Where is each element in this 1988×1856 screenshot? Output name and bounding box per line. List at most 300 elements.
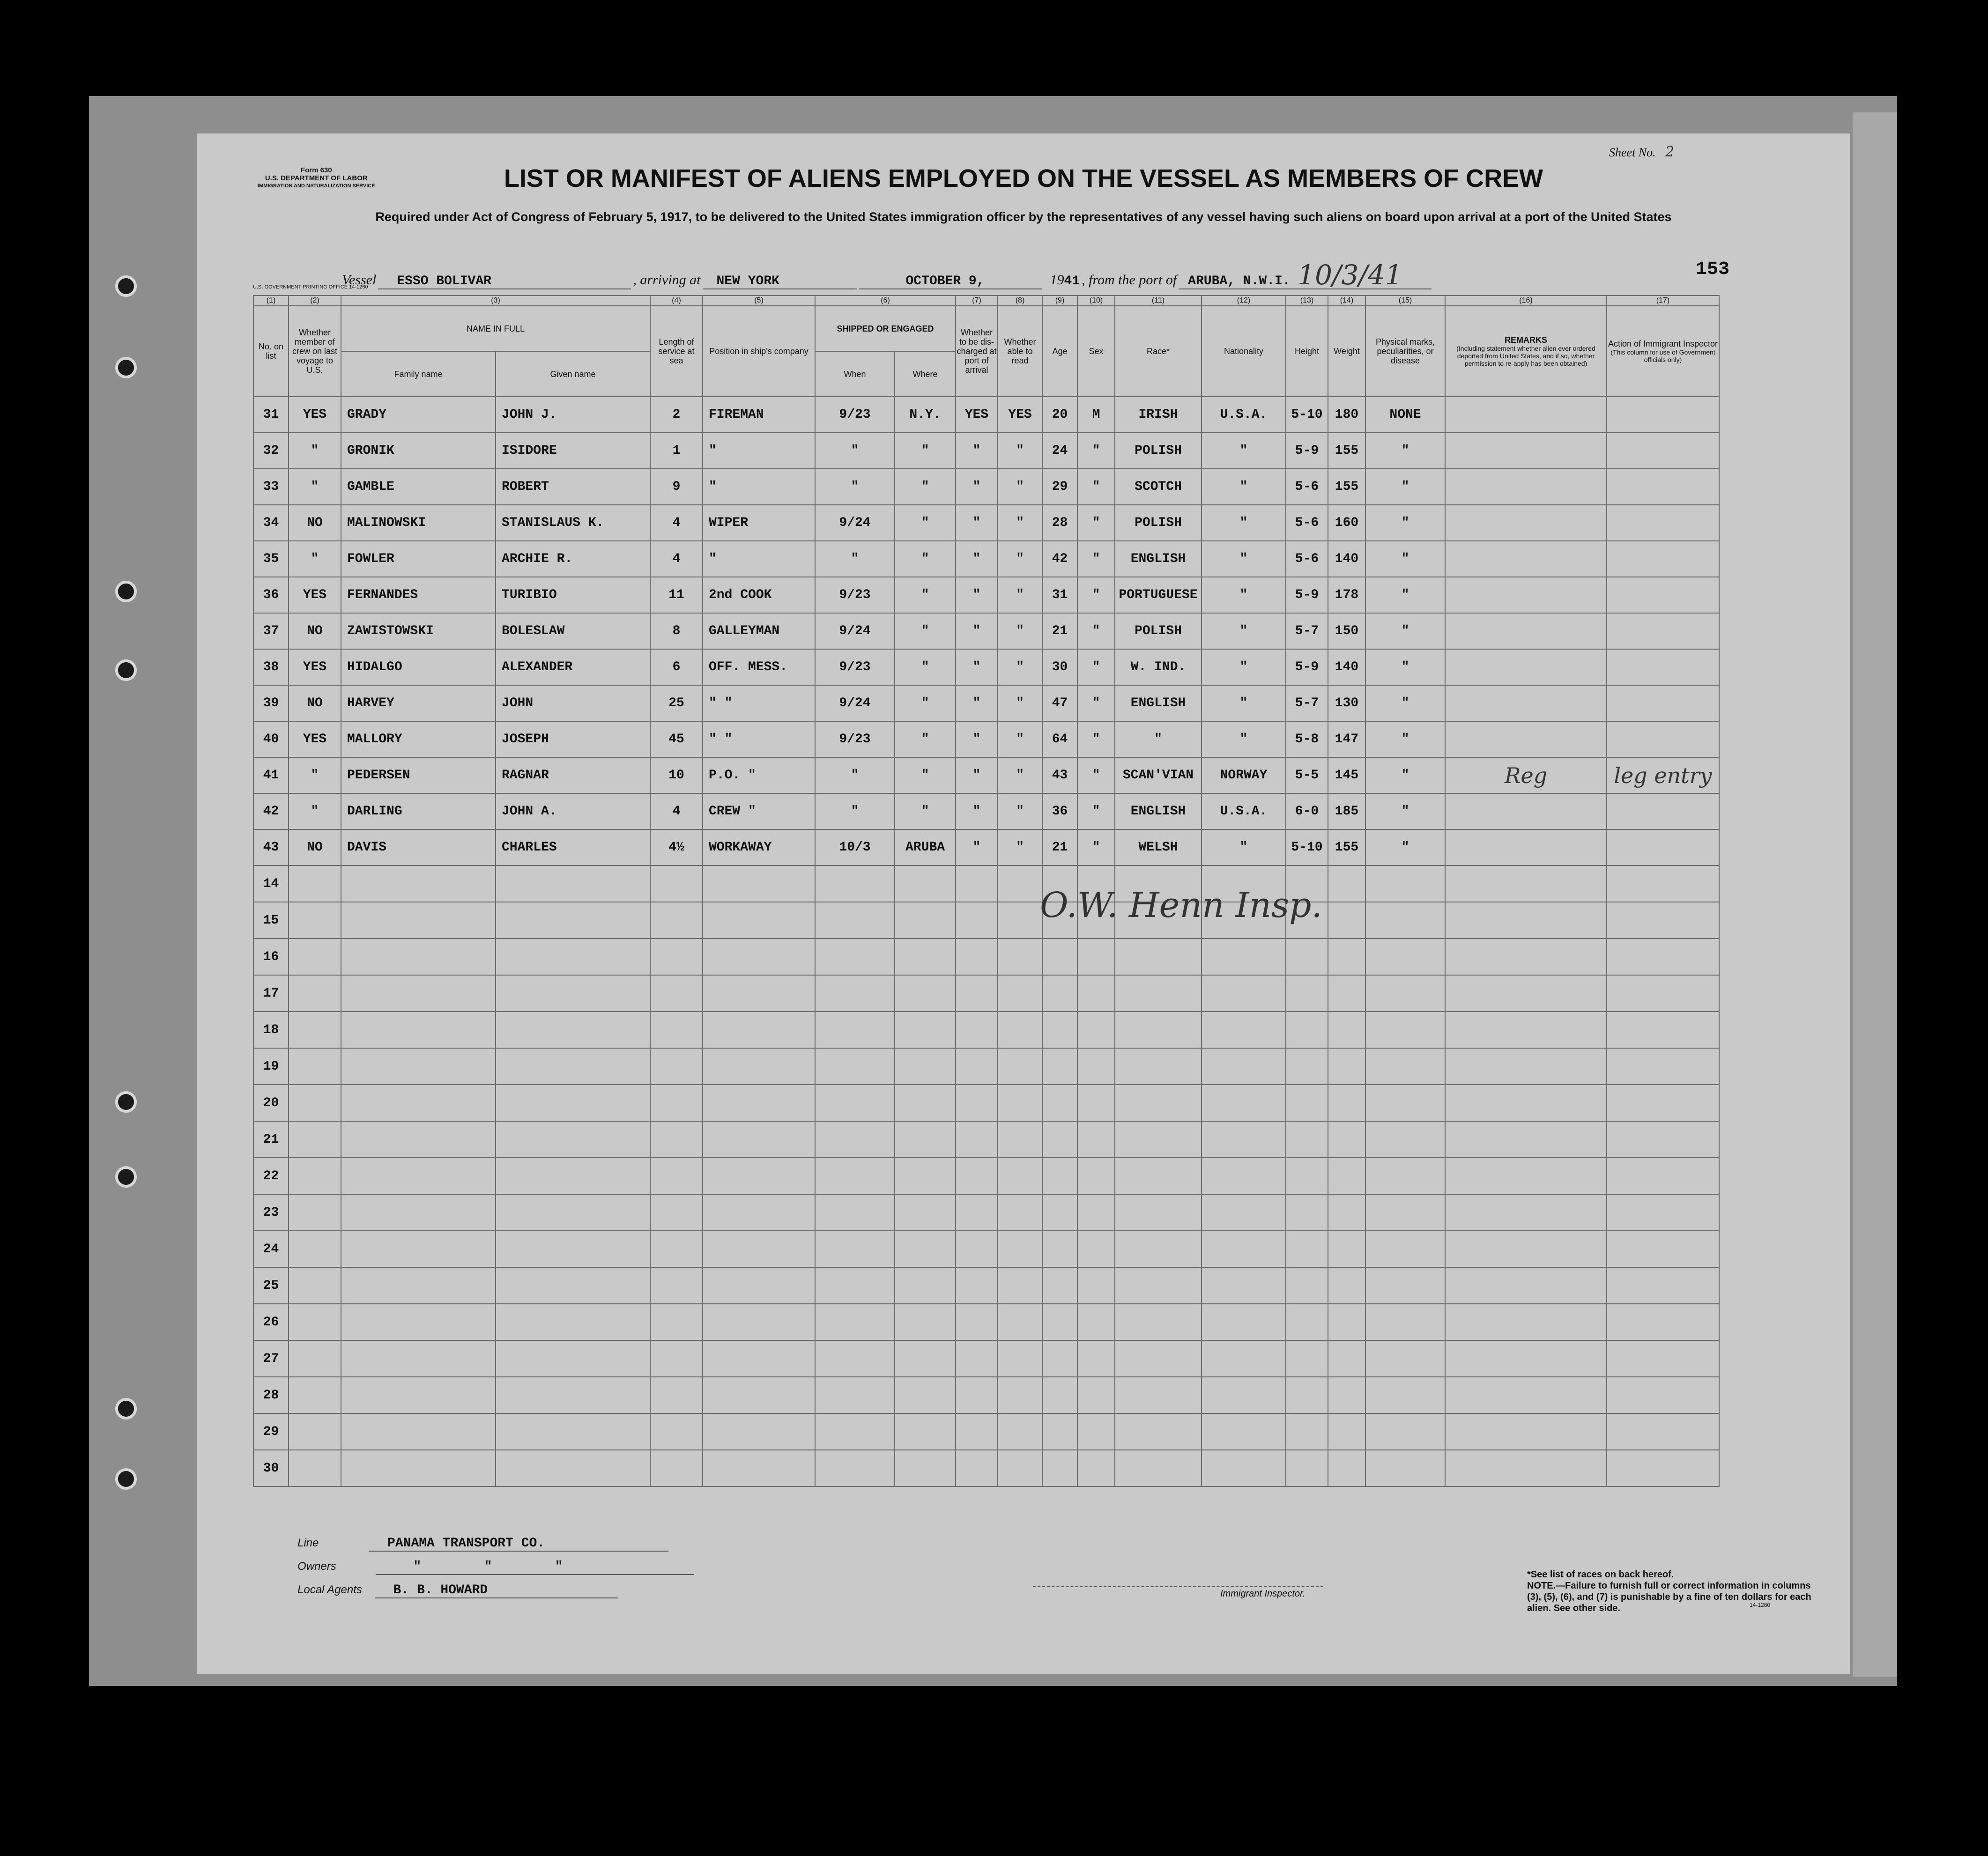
blank-row (253, 1085, 1719, 1121)
blank-cell (1445, 1340, 1607, 1377)
blank-cell (1042, 939, 1077, 975)
blank-cell (1115, 1413, 1202, 1450)
blank-cell (895, 1377, 956, 1413)
cell-marks: " (1365, 541, 1445, 577)
blank-cell (815, 1377, 895, 1413)
blank-cell (341, 1048, 496, 1085)
table-row (253, 397, 1719, 433)
blank-cell (815, 1085, 895, 1121)
blank-cell (496, 1304, 650, 1340)
blank-cell (815, 1158, 895, 1194)
cell-crew: YES (289, 397, 341, 433)
cell-nationality: " (1202, 577, 1286, 613)
blank-cell (895, 975, 956, 1012)
blank-row-number: 30 (253, 1450, 289, 1486)
blank-cell (341, 865, 496, 902)
cell-position: " (703, 541, 815, 577)
cell-where: ARUBA (895, 829, 956, 865)
cell-crew: NO (289, 685, 341, 721)
blank-cell (703, 1304, 815, 1340)
blank-cell (998, 1194, 1042, 1231)
cell-read: " (998, 577, 1042, 613)
cell-sex: " (1077, 829, 1115, 865)
blank-cell (1115, 1048, 1202, 1085)
blank-cell (1328, 1340, 1365, 1377)
agents-label: Local Agents (297, 1583, 362, 1596)
blank-cell (1365, 1267, 1445, 1304)
cell-action (1607, 829, 1719, 865)
blank-cell (1607, 1158, 1719, 1194)
cell-race: WELSH (1115, 829, 1202, 865)
blank-cell (956, 1121, 998, 1158)
cell-crew: NO (289, 613, 341, 649)
blank-cell (1607, 1048, 1719, 1085)
cell-weight: 180 (1328, 397, 1365, 433)
blank-cell (815, 1231, 895, 1267)
blank-cell (1328, 1012, 1365, 1048)
blank-cell (1445, 1231, 1607, 1267)
col-num: (17) (1607, 296, 1719, 306)
blank-row-number: 25 (253, 1267, 289, 1304)
cell-given: ISIDORE (496, 433, 650, 469)
blank-cell (956, 1450, 998, 1486)
cell-sex: " (1077, 649, 1115, 685)
cell-race: PORTUGUESE (1115, 577, 1202, 613)
blank-cell (1077, 1012, 1115, 1048)
col-num: (7) (956, 296, 998, 306)
blank-cell (1202, 1340, 1286, 1377)
cell-sex: " (1077, 433, 1115, 469)
cell-discharged: " (956, 541, 998, 577)
blank-cell (289, 1231, 341, 1267)
cell-discharged: " (956, 793, 998, 829)
blank-cell (815, 865, 895, 902)
binder-hole (115, 357, 137, 378)
blank-row (253, 1450, 1719, 1486)
blank-cell (1328, 1450, 1365, 1486)
cell-when: " (815, 541, 895, 577)
header-marks: Physical marks, peculiarities, or disease (1365, 306, 1445, 397)
cell-no: 40 (253, 721, 289, 757)
blank-cell (650, 865, 703, 902)
blank-row-number: 29 (253, 1413, 289, 1450)
cell-given: CHARLES (496, 829, 650, 865)
blank-cell (956, 975, 998, 1012)
cell-remarks (1445, 577, 1607, 613)
blank-cell (496, 1450, 650, 1486)
binder-hole (115, 275, 137, 297)
cell-remarks (1445, 397, 1607, 433)
blank-cell (998, 902, 1042, 939)
cell-read: " (998, 649, 1042, 685)
blank-cell (650, 1377, 703, 1413)
blank-cell (289, 1377, 341, 1413)
blank-row (253, 865, 1719, 902)
cell-remarks (1445, 469, 1607, 505)
cell-no: 38 (253, 649, 289, 685)
table-row (253, 577, 1719, 613)
blank-cell (703, 902, 815, 939)
blank-cell (1365, 1231, 1445, 1267)
blank-row (253, 902, 1719, 939)
cell-family: GAMBLE (341, 469, 496, 505)
blank-cell (956, 1413, 998, 1450)
cell-no: 35 (253, 541, 289, 577)
blank-row-number: 22 (253, 1158, 289, 1194)
blank-cell (895, 1231, 956, 1267)
cell-given: ARCHIE R. (496, 541, 650, 577)
blank-row-number: 21 (253, 1121, 289, 1158)
blank-cell (1607, 902, 1719, 939)
inspector-signature-line (1033, 1581, 1323, 1587)
owners-value: " " " (376, 1560, 694, 1575)
cell-no: 43 (253, 829, 289, 865)
blank-cell (341, 1012, 496, 1048)
blank-cell (815, 1194, 895, 1231)
cell-position: " " (703, 685, 815, 721)
cell-service: 25 (650, 685, 703, 721)
cell-where: " (895, 649, 956, 685)
cell-when: 9/24 (815, 685, 895, 721)
cell-sex: " (1077, 793, 1115, 829)
cell-read: " (998, 433, 1042, 469)
header-action (1607, 306, 1719, 397)
cell-action (1607, 469, 1719, 505)
blank-cell (1202, 1158, 1286, 1194)
binder-hole (115, 1468, 137, 1490)
cell-remarks (1445, 829, 1607, 865)
blank-cell (1365, 1304, 1445, 1340)
blank-cell (1607, 1340, 1719, 1377)
blank-cell (895, 1340, 956, 1377)
cell-crew: YES (289, 577, 341, 613)
cell-race: IRISH (1115, 397, 1202, 433)
cell-nationality: " (1202, 505, 1286, 541)
blank-row (253, 1231, 1719, 1267)
cell-sex: " (1077, 757, 1115, 793)
cell-read: " (998, 793, 1042, 829)
blank-cell (650, 1231, 703, 1267)
sheet-value: 2 (1665, 144, 1675, 160)
blank-cell (1365, 865, 1445, 902)
cell-discharged: " (956, 433, 998, 469)
blank-cell (998, 1413, 1042, 1450)
cell-action (1607, 505, 1719, 541)
owners-label: Owners (297, 1560, 336, 1573)
blank-cell (289, 1267, 341, 1304)
header-sex: Sex (1077, 306, 1115, 397)
blank-cell (998, 1340, 1042, 1377)
blank-cell (895, 1048, 956, 1085)
cell-discharged: YES (956, 397, 998, 433)
cell-weight: 147 (1328, 721, 1365, 757)
blank-cell (1328, 1377, 1365, 1413)
blank-cell (1115, 1450, 1202, 1486)
cell-nationality: " (1202, 721, 1286, 757)
cell-when: " (815, 793, 895, 829)
col-num: (11) (1115, 296, 1202, 306)
blank-cell (1445, 939, 1607, 975)
cell-read: " (998, 829, 1042, 865)
cell-age: 21 (1042, 613, 1077, 649)
blank-cell (1286, 1413, 1328, 1450)
blank-cell (895, 939, 956, 975)
cell-crew: " (289, 433, 341, 469)
cell-read: YES (998, 397, 1042, 433)
cell-nationality: U.S.A. (1202, 793, 1286, 829)
header-when: When (815, 351, 895, 397)
cell-where: " (895, 469, 956, 505)
table-row (253, 721, 1719, 757)
cell-discharged: " (956, 829, 998, 865)
blank-cell (703, 939, 815, 975)
blank-cell (1286, 1340, 1328, 1377)
blank-cell (1042, 1231, 1077, 1267)
cell-where: " (895, 793, 956, 829)
blank-cell (703, 1012, 815, 1048)
cell-family: DAVIS (341, 829, 496, 865)
blank-cell (703, 1450, 815, 1486)
cell-family: MALINOWSKI (341, 505, 496, 541)
blank-cell (1445, 1450, 1607, 1486)
cell-when: 9/23 (815, 577, 895, 613)
blank-cell (289, 1121, 341, 1158)
header-position: Position in ship's company (703, 306, 815, 397)
cell-action (1607, 577, 1719, 613)
blank-cell (1042, 1194, 1077, 1231)
cell-marks: " (1365, 433, 1445, 469)
blank-cell (1042, 1304, 1077, 1340)
header-given: Given name (496, 351, 650, 397)
cell-read: " (998, 757, 1042, 793)
action-subtitle: (This column for use of Government officials only) (1610, 348, 1715, 363)
blank-cell (1328, 1048, 1365, 1085)
blank-cell (650, 902, 703, 939)
cell-sex: " (1077, 505, 1115, 541)
cell-age: 36 (1042, 793, 1077, 829)
blank-cell (1445, 975, 1607, 1012)
cell-family: GRONIK (341, 433, 496, 469)
blank-cell (703, 1194, 815, 1231)
inspector-label: Immigrant Inspector. (1220, 1589, 1306, 1599)
cell-sex: " (1077, 721, 1115, 757)
cell-height: 5-6 (1286, 505, 1328, 541)
blank-cell (496, 1231, 650, 1267)
cell-remarks (1445, 541, 1607, 577)
blank-cell (289, 939, 341, 975)
blank-cell (341, 1450, 496, 1486)
cell-when: 9/24 (815, 505, 895, 541)
cell-weight: 178 (1328, 577, 1365, 613)
blank-cell (341, 902, 496, 939)
blank-cell (1365, 1048, 1445, 1085)
blank-cell (1202, 1413, 1286, 1450)
service: IMMIGRATION AND NATURALIZATION SERVICE (258, 183, 375, 189)
cell-marks: " (1365, 685, 1445, 721)
cell-family: DARLING (341, 793, 496, 829)
agents-row (297, 1583, 618, 1598)
table-row (253, 829, 1719, 865)
blank-cell (1286, 975, 1328, 1012)
cell-action: leg entry (1607, 757, 1719, 793)
blank-cell (815, 1304, 895, 1340)
blank-cell (341, 1085, 496, 1121)
cell-when: 9/24 (815, 613, 895, 649)
blank-cell (956, 1267, 998, 1304)
blank-cell (1328, 1413, 1365, 1450)
blank-cell (1077, 1377, 1115, 1413)
cell-marks: " (1365, 721, 1445, 757)
blank-cell (650, 1121, 703, 1158)
blank-cell (1202, 1231, 1286, 1267)
cell-when: 9/23 (815, 721, 895, 757)
blank-row-number: 17 (253, 975, 289, 1012)
blank-cell (1445, 902, 1607, 939)
blank-cell (815, 1413, 895, 1450)
cell-when: 10/3 (815, 829, 895, 865)
table-row (253, 433, 1719, 469)
header-name: NAME IN FULL (341, 306, 650, 351)
blank-cell (1328, 1267, 1365, 1304)
blank-cell (1286, 1377, 1328, 1413)
cell-position: WORKAWAY (703, 829, 815, 865)
blank-cell (289, 1085, 341, 1121)
blank-cell (1042, 1267, 1077, 1304)
blank-cell (1365, 1012, 1445, 1048)
blank-cell (895, 1158, 956, 1194)
col-num: (15) (1365, 296, 1445, 306)
fine-note (1527, 1580, 1813, 1614)
header-where: Where (895, 351, 956, 397)
col-num: (12) (1202, 296, 1286, 306)
cell-race: ENGLISH (1115, 793, 1202, 829)
header-height: Height (1286, 306, 1328, 397)
blank-cell (1042, 1012, 1077, 1048)
blank-cell (496, 1012, 650, 1048)
blank-cell (956, 1085, 998, 1121)
blank-row (253, 1121, 1719, 1158)
blank-row (253, 939, 1719, 975)
blank-row (253, 1340, 1719, 1377)
owners-row (297, 1560, 694, 1575)
blank-cell (998, 1085, 1042, 1121)
cell-marks: " (1365, 613, 1445, 649)
blank-cell (496, 939, 650, 975)
cell-height: 5-9 (1286, 433, 1328, 469)
cell-marks: " (1365, 829, 1445, 865)
blank-cell (1445, 865, 1607, 902)
blank-cell (1115, 1194, 1202, 1231)
blank-cell (1202, 1450, 1286, 1486)
cell-position: FIREMAN (703, 397, 815, 433)
blank-cell (895, 1413, 956, 1450)
cell-action (1607, 721, 1719, 757)
blank-cell (1286, 1012, 1328, 1048)
blank-cell (1286, 1085, 1328, 1121)
blank-cell (1042, 1048, 1077, 1085)
cell-discharged: " (956, 757, 998, 793)
blank-cell (650, 975, 703, 1012)
blank-cell (1286, 1121, 1328, 1158)
blank-cell (1365, 1413, 1445, 1450)
cell-read: " (998, 613, 1042, 649)
cell-discharged: " (956, 469, 998, 505)
blank-cell (1115, 1012, 1202, 1048)
blank-cell (1077, 1413, 1115, 1450)
cell-height: 5-8 (1286, 721, 1328, 757)
blank-cell (1202, 1085, 1286, 1121)
cell-family: HARVEY (341, 685, 496, 721)
blank-cell (650, 1413, 703, 1450)
blank-cell (956, 1231, 998, 1267)
blank-cell (1607, 1085, 1719, 1121)
cell-age: 24 (1042, 433, 1077, 469)
arriving-label: , arriving at (633, 272, 701, 288)
blank-cell (1115, 1267, 1202, 1304)
cell-given: JOHN A. (496, 793, 650, 829)
blank-cell (998, 1231, 1042, 1267)
cell-remarks (1445, 793, 1607, 829)
cell-action (1607, 541, 1719, 577)
cell-nationality: U.S.A. (1202, 397, 1286, 433)
cell-no: 33 (253, 469, 289, 505)
cell-crew: " (289, 757, 341, 793)
cell-race: POLISH (1115, 433, 1202, 469)
blank-cell (650, 1048, 703, 1085)
header-crew: Whether member of crew on last voyage to U.S. (289, 306, 341, 397)
blank-cell (1115, 1377, 1202, 1413)
form-number: Form 630 (300, 166, 332, 174)
blank-row (253, 1012, 1719, 1048)
cell-given: JOHN J. (496, 397, 650, 433)
blank-row-number: 28 (253, 1377, 289, 1413)
header-shipped: SHIPPED OR ENGAGED (815, 306, 956, 351)
blank-cell (1328, 1194, 1365, 1231)
cell-age: 20 (1042, 397, 1077, 433)
line-row (297, 1536, 668, 1552)
blank-cell (289, 1012, 341, 1048)
blank-cell (1607, 1304, 1719, 1340)
blank-rows (253, 865, 1719, 1486)
blank-cell (956, 1012, 998, 1048)
cell-read: " (998, 505, 1042, 541)
blank-cell (1365, 1450, 1445, 1486)
cell-family: ZAWISTOWSKI (341, 613, 496, 649)
blank-row (253, 1158, 1719, 1194)
cell-position: GALLEYMAN (703, 613, 815, 649)
blank-cell (341, 1231, 496, 1267)
blank-row-number: 16 (253, 939, 289, 975)
cell-race: ENGLISH (1115, 685, 1202, 721)
table-row (253, 793, 1719, 829)
blank-cell (1445, 1012, 1607, 1048)
blank-cell (496, 1048, 650, 1085)
remarks-title: REMARKS (1504, 335, 1547, 345)
cell-remarks (1445, 685, 1607, 721)
blank-cell (650, 1012, 703, 1048)
blank-row-number: 20 (253, 1085, 289, 1121)
cell-read: " (998, 469, 1042, 505)
blank-cell (1042, 1377, 1077, 1413)
cell-family: MALLORY (341, 721, 496, 757)
cell-action (1607, 793, 1719, 829)
cell-race: " (1115, 721, 1202, 757)
blank-cell (815, 1048, 895, 1085)
cell-where: " (895, 577, 956, 613)
cell-position: 2nd COOK (703, 577, 815, 613)
cell-action (1607, 397, 1719, 433)
note-label: NOTE. (1527, 1581, 1556, 1591)
